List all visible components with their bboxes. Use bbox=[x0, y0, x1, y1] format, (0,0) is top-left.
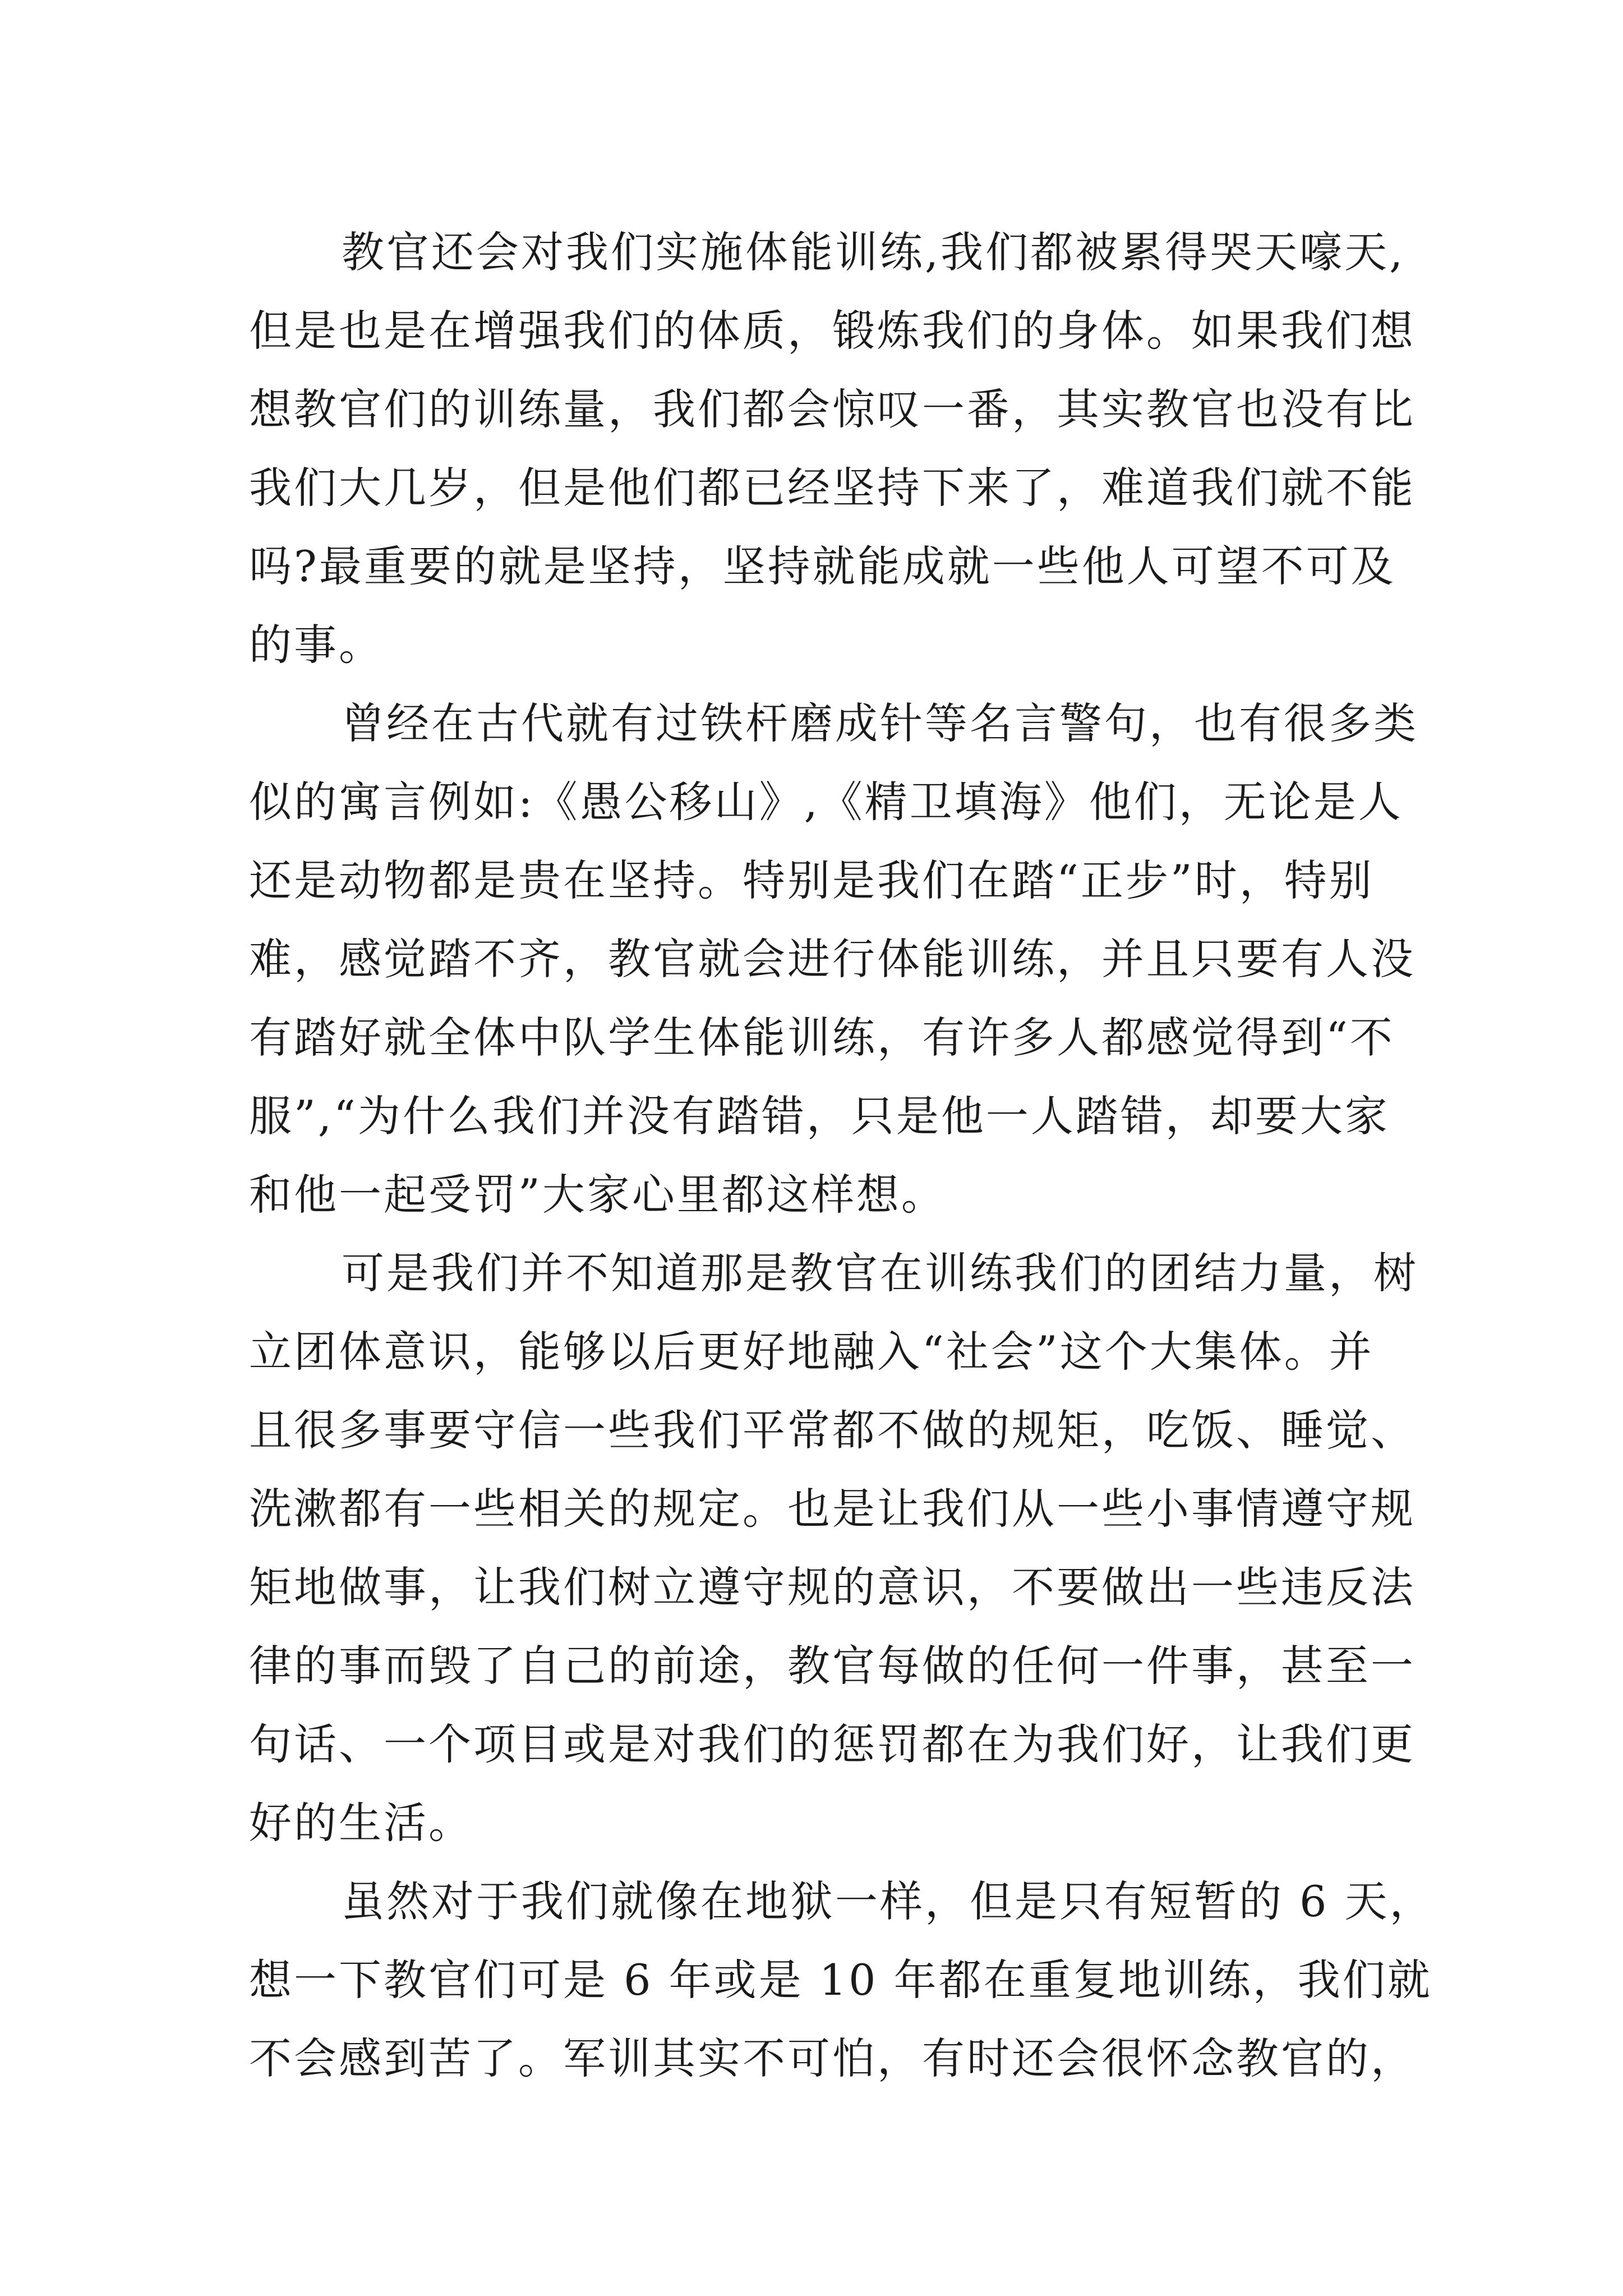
paragraph-3-line-4: 洗漱都有一些相关的规定。也是让我们从一些小事情遵守规 bbox=[249, 1484, 1415, 1534]
paragraph-2-line-3: 还是动物都是贵在坚持。特别是我们在踏“正步”时，特别 bbox=[249, 855, 1374, 905]
paragraph-2-line-5: 有踏好就全体中队学生体能训练，有许多人都感觉得到“不 bbox=[249, 1013, 1395, 1062]
paragraph-1-line-4: 我们大几岁，但是他们都已经坚持下来了，难道我们就不能 bbox=[249, 463, 1415, 513]
paragraph-3-line-6: 律的事而毁了自己的前途，教官每做的任何一件事，甚至一 bbox=[249, 1641, 1415, 1691]
paragraph-1-line-3: 想教官们的训练量，我们都会惊叹一番，其实教官也没有比 bbox=[249, 384, 1415, 434]
paragraph-4-line-2: 想一下教官们可是 6 年或是 10 年都在重复地训练，我们就 bbox=[249, 1955, 1432, 2005]
paragraph-2-line-4: 难，感觉踏不齐，教官就会进行体能训练，并且只要有人没 bbox=[249, 934, 1415, 984]
paragraph-3-line-1: 可是我们并不知道那是教官在训练我们的团结力量，树 bbox=[342, 1248, 1418, 1298]
paragraph-3-line-7: 句话、一个项目或是对我们的惩罚都在为我们好，让我们更 bbox=[249, 1719, 1415, 1769]
paragraph-1-line-1: 教官还会对我们实施体能训练,我们都被累得哭天嚎天, bbox=[342, 227, 1405, 277]
paragraph-2-line-6: 服”,“为什么我们并没有踏错，只是他一人踏错，却要大家 bbox=[249, 1091, 1390, 1141]
paragraph-2-line-7: 和他一起受罚”大家心里都这样想。 bbox=[249, 1170, 946, 1220]
paragraph-2-line-2: 似的寓言例如:《愚公移山》,《精卫填海》他们，无论是人 bbox=[249, 777, 1403, 827]
paragraph-3-line-5: 矩地做事，让我们树立遵守规的意识，不要做出一些违反法 bbox=[249, 1562, 1415, 1612]
paragraph-3-line-8: 好的生活。 bbox=[249, 1798, 473, 1848]
document-body bbox=[249, 213, 1435, 2098]
paragraph-2-line-1: 曾经在古代就有过铁杆磨成针等名言警句，也有很多类 bbox=[342, 698, 1418, 748]
paragraph-1-line-6: 的事。 bbox=[249, 620, 384, 670]
paragraph-3-line-3: 且很多事要守信一些我们平常都不做的规矩，吃饭、睡觉、 bbox=[249, 1405, 1415, 1455]
paragraph-4-line-3: 不会感到苦了。军训其实不可怕，有时还会很怀念教官的， bbox=[249, 2033, 1415, 2083]
paragraph-3-line-2: 立团体意识，能够以后更好地融入“社会”这个大集体。并 bbox=[249, 1327, 1374, 1377]
paragraph-4-line-1: 虽然对于我们就像在地狱一样，但是只有短暂的 6 天， bbox=[342, 1876, 1435, 1926]
paragraph-1-line-5: 吗?最重要的就是坚持，坚持就能成就一些他人可望不可及 bbox=[249, 541, 1396, 591]
paragraph-1-line-2: 但是也是在增强我们的体质，锻炼我们的身体。如果我们想 bbox=[249, 306, 1415, 356]
